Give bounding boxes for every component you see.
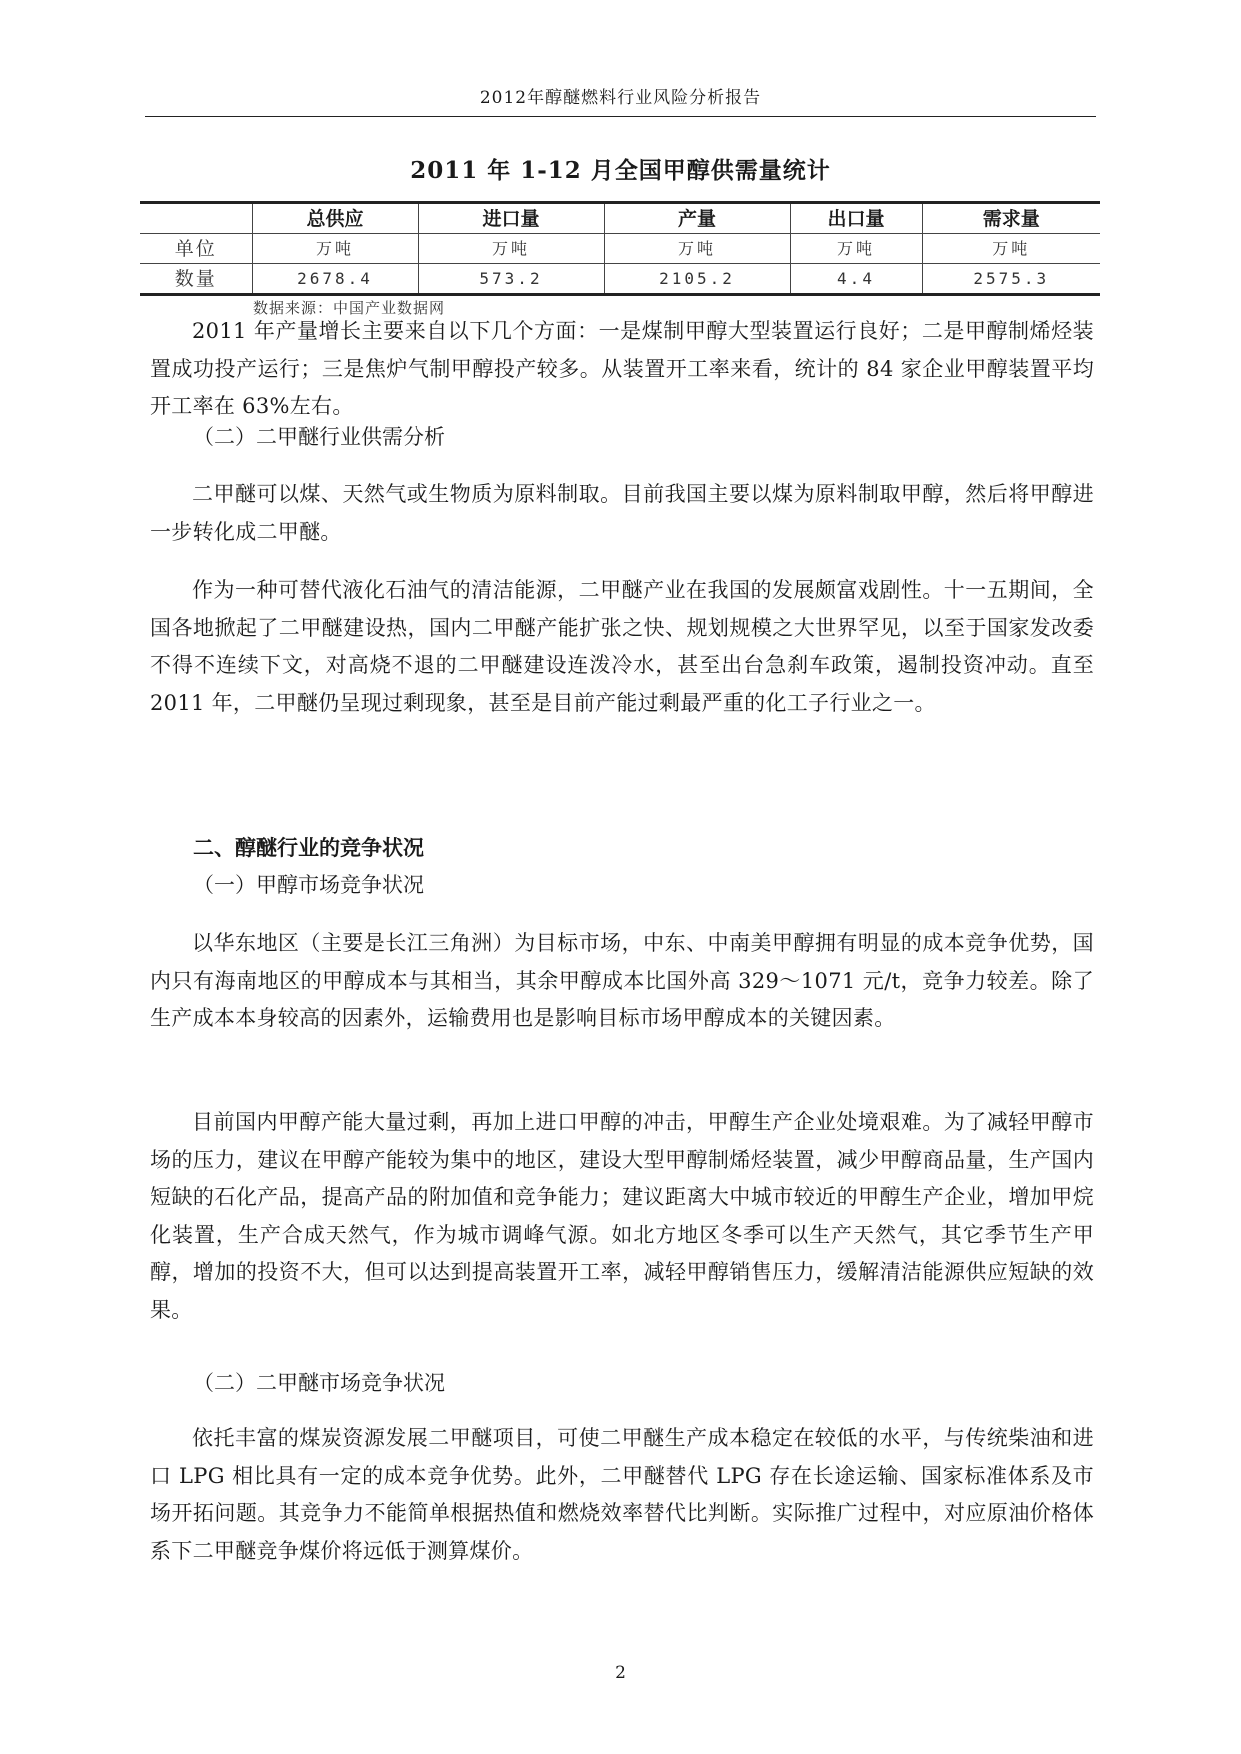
paragraph: 二甲醚可以煤、天然气或生物质为原料制取。目前我国主要以煤为原料制取甲醇，然后将甲醇进一步转化成二甲醚。	[150, 482, 1094, 544]
paragraph: 2011 年产量增长主要来自以下几个方面：一是煤制甲醇大型装置运行良好；二是甲醇制烯烃装置成功投产运行；三是焦炉气制甲醇投产较多。从装置开工率来看，统计的 84 家企业甲醇装置平均开工率在 63%左右。	[150, 319, 1094, 418]
table-header-cell: 总供应	[252, 203, 418, 234]
section-heading: （一）甲醇市场竞争状况	[193, 873, 424, 897]
section-heading: （二）二甲醚市场竞争状况	[193, 1371, 445, 1395]
section-heading: （二）二甲醚行业供需分析	[193, 425, 445, 449]
table-row-label: 单位	[140, 234, 252, 264]
supply-demand-table	[140, 201, 1100, 296]
table-header-row	[140, 203, 1100, 234]
table-cell: 573.2	[418, 264, 604, 295]
paragraph: 作为一种可替代液化石油气的清洁能源，二甲醚产业在我国的发展颇富戏剧性。十一五期间，全国各地掀起了二甲醚建设热，国内二甲醚产能扩张之快、规划规模之大世界罕见，以至于国家发改委不得不连续下文，对高烧不退的二甲醚建设连泼冷水，甚至出台急刹车政策，遏制投资冲动。直至 2011 年，二甲醚仍呈现过剩现象，甚至是目前产能过剩最严重的化工子行业之一。	[150, 578, 1094, 715]
table-cell: 2678.4	[252, 264, 418, 295]
paragraph: 依托丰富的煤炭资源发展二甲醚项目，可使二甲醚生产成本稳定在较低的水平，与传统柴油和进口 LPG 相比具有一定的成本竞争优势。此外，二甲醚替代 LPG 存在长途运输、国家标准体系及市场开拓问题。其竞争力不能简单根据热值和燃烧效率替代比判断。实际推广过程中，对应原油价格体系下二甲醚竞争煤价将远低于测算煤价。	[150, 1426, 1094, 1563]
table-cell: 万吨	[604, 234, 790, 264]
table-row	[140, 234, 1100, 264]
running-header: 2012年醇醚燃料行业风险分析报告	[145, 86, 1096, 117]
table-title: 2011 年 1-12 月全国甲醇供需量统计	[410, 157, 831, 184]
table-header-cell: 出口量	[790, 203, 922, 234]
table-header-cell	[140, 203, 252, 234]
chapter-heading: 二、醇醚行业的竞争状况	[193, 836, 424, 860]
table-header-cell: 产量	[604, 203, 790, 234]
table-cell: 万吨	[418, 234, 604, 264]
table-cell: 4.4	[790, 264, 922, 295]
table-header-cell: 进口量	[418, 203, 604, 234]
table-cell: 万吨	[922, 234, 1100, 264]
table-cell: 万吨	[252, 234, 418, 264]
table-row-label: 数量	[174, 267, 217, 290]
table-cell: 万吨	[790, 234, 922, 264]
paragraph: 以华东地区（主要是长江三角洲）为目标市场，中东、中南美甲醇拥有明显的成本竞争优势，国内只有海南地区的甲醇成本与其相当，其余甲醇成本比国外高 329～1071 元/t，竞争力较差。除了生产成本本身较高的因素外，运输费用也是影响目标市场甲醇成本的关键因素。	[150, 931, 1094, 1030]
table-row	[140, 264, 1100, 295]
table-source-note: 数据来源：中国产业数据网	[253, 299, 446, 317]
page-number: 2	[615, 1663, 626, 1683]
paragraph: 目前国内甲醇产能大量过剩，再加上进口甲醇的冲击，甲醇生产企业处境艰难。为了减轻甲醇市场的压力，建议在甲醇产能较为集中的地区，建设大型甲醇制烯烃装置，减少甲醇商品量，生产国内短缺的石化产品，提高产品的附加值和竞争能力；建议距离大中城市较近的甲醇生产企业，增加甲烷化装置，生产合成天然气，作为城市调峰气源。如北方地区冬季可以生产天然气，其它季节生产甲醇，增加的投资不大，但可以达到提高装置开工率，减轻甲醇销售压力，缓解清洁能源供应短缺的效果。	[150, 1110, 1094, 1322]
table-header-cell: 需求量	[922, 203, 1100, 234]
table-cell: 2105.2	[604, 264, 790, 295]
table-cell: 2575.3	[922, 264, 1100, 295]
